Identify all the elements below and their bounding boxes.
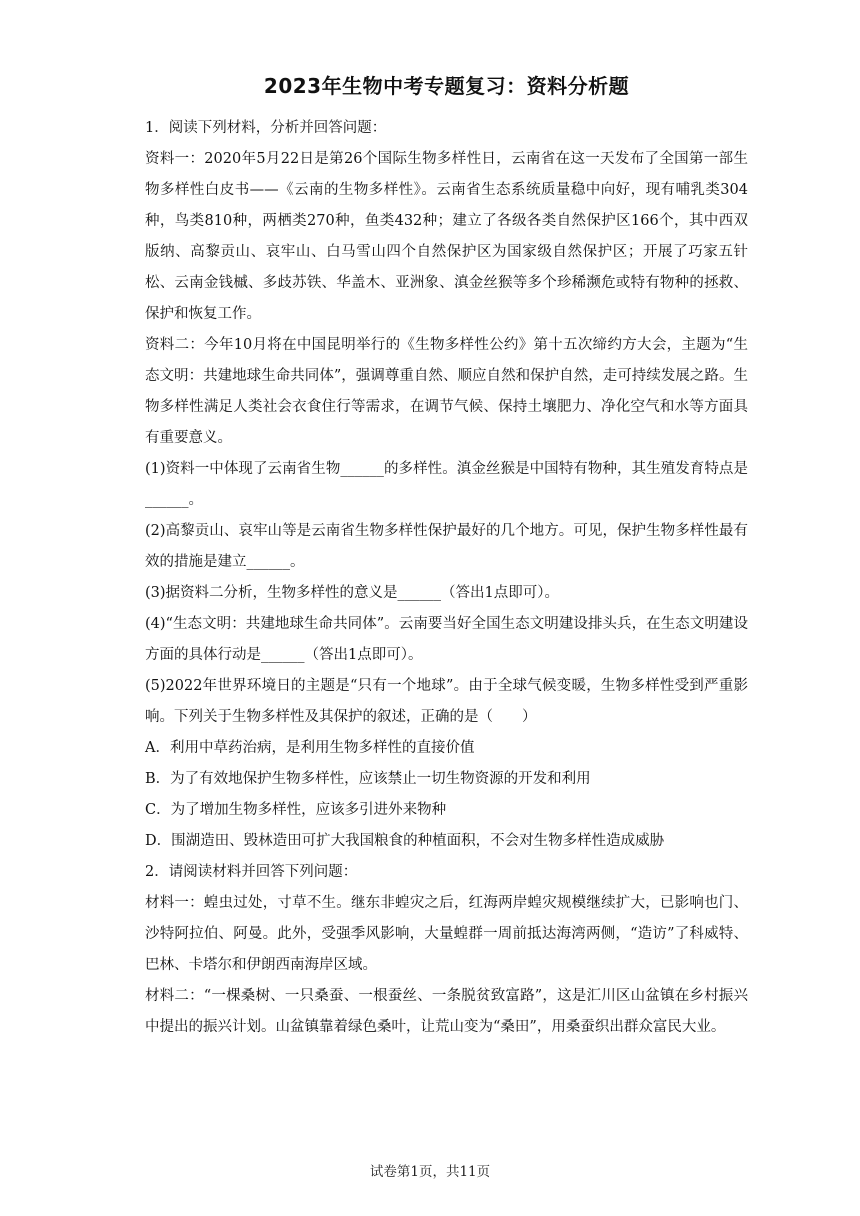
- sub-question-2: (2)高黎贡山、哀牢山等是云南省生物多样性保护最好的几个地方。可见，保护生物多样性最有效的措施是建立______。: [145, 523, 748, 570]
- material-one: 材料一：蝗虫过处，寸草不生。继东非蝗灾之后，红海两岸蝗灾规模继续扩大，已影响也门、沙特阿拉伯、阿曼。此外，受强季风影响，大量蝗群一周前抵达海湾两侧，“造访”了科威特、巴林、卡塔尔和伊朗西南海岸区域。: [145, 895, 748, 973]
- option-c: C．为了增加生物多样性，应该多引进外来物种: [145, 802, 447, 818]
- option-b: B．为了有效地保护生物多样性，应该禁止一切生物资源的开发和利用: [145, 771, 591, 787]
- sub-question-3: (3)据资料二分析，生物多样性的意义是______（答出1点即可）。: [145, 585, 560, 601]
- material-2: 资料二：今年10月将在中国昆明举行的《生物多样性公约》第十五次缔约方大会，主题为“生态文明：共建地球生命共同体”，强调尊重自然、顺应自然和保护自然，走可持续发展之路。生物多样性满足人类社会衣食住行等需求，在调节气候、保持土壤肥力、净化空气和水等方面具有重要意义。: [145, 337, 748, 446]
- page-footer: 试卷第1页，共11页: [369, 1164, 491, 1180]
- sub-question-4: (4)“生态文明：共建地球生命共同体”。云南要当好全国生态文明建设排头兵，在生态文明建设方面的具体行动是______（答出1点即可）。: [145, 616, 748, 663]
- option-d: D．围湖造田、毁林造田可扩大我国粮食的种植面积，不会对生物多样性造成威胁: [145, 833, 665, 849]
- option-a: A．利用中草药治病，是利用生物多样性的直接价值: [145, 740, 475, 756]
- material-1: 资料一：2020年5月22日是第26个国际生物多样性日，云南省在这一天发布了全国第一部生物多样性白皮书——《云南的生物多样性》。云南省生态系统质量稳中向好，现有哺乳类304种，鸟类810种，两栖类270种，鱼类432种；建立了各级各类自然保护区166个，其中西双版纳、高黎贡山、哀牢山、白马雪山四个自然保护区为国家级自然保护区；开展了巧家五针松、云南金钱槭、多歧苏铁、华盖木、亚洲象、滇金丝猴等多个珍稀濒危或特有物种的拯救、保护和恢复工作。: [145, 151, 748, 322]
- question-2-stem: 2．请阅读材料并回答下列问题：: [145, 864, 358, 880]
- material-two: 材料二：“一棵桑树、一只桑蚕、一根蚕丝、一条脱贫致富路”，这是汇川区山盆镇在乡村振兴中提出的振兴计划。山盆镇靠着绿色桑叶，让荒山变为“桑田”，用桑蚕织出群众富民大业。: [145, 988, 748, 1035]
- sub-question-1: (1)资料一中体现了云南省生物______的多样性。滇金丝猴是中国特有物种，其生殖发育特点是______。: [145, 461, 748, 508]
- sub-question-5: (5)2022年世界环境日的主题是“只有一个地球”。由于全球气候变暖，生物多样性受到严重影响。下列关于生物多样性及其保护的叙述，正确的是（ ）: [145, 678, 748, 725]
- question-1-stem: 1．阅读下列材料，分析并回答问题：: [145, 120, 387, 136]
- page-title: 2023年生物中考专题复习：资料分析题: [263, 74, 630, 98]
